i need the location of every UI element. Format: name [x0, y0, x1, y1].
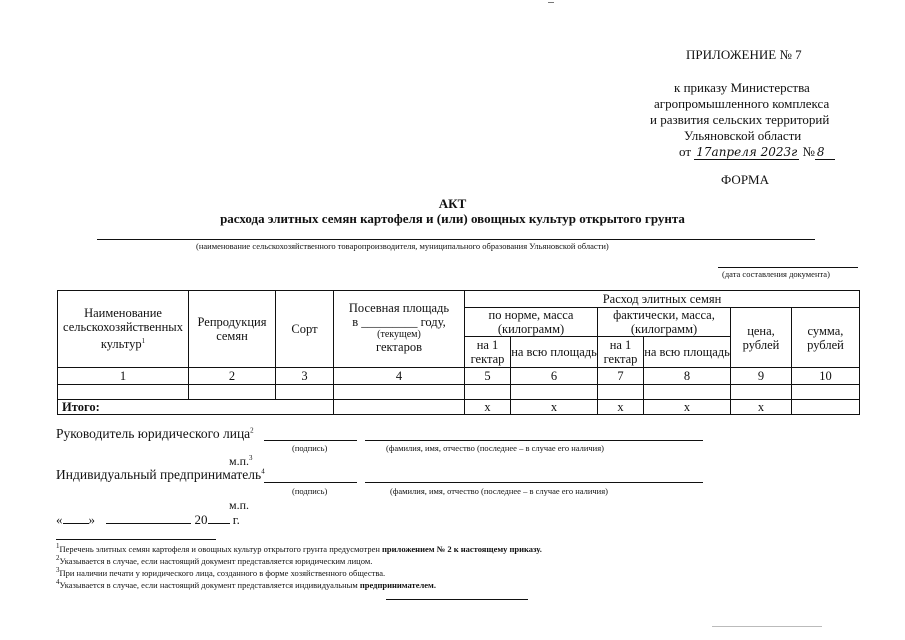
footnote-1-bold: приложением № 2 к настоящему приказу.	[382, 543, 542, 554]
col-fact-per-ha: на 1 гектар	[598, 337, 644, 368]
data-cell[interactable]	[189, 385, 276, 400]
ip-sign-caption: (подпись)	[292, 486, 328, 496]
order-number-handwritten: 8	[815, 145, 835, 160]
footnote-3	[56, 566, 385, 578]
total-label: Итого:	[58, 400, 334, 415]
col-price: цена, рублей	[731, 308, 792, 368]
col-sum: сумма, рублей	[792, 308, 860, 368]
footnote-separator	[56, 539, 216, 540]
head-of-entity-label	[56, 426, 254, 442]
order-line-1: к приказу Министерства	[674, 80, 810, 95]
col-area-unit: гектаров	[376, 340, 422, 354]
act-title: АКТ	[438, 196, 467, 211]
ip-fio-line[interactable]	[365, 482, 703, 483]
total-mark: x	[644, 400, 731, 415]
footnote-4-num: 4	[56, 578, 60, 586]
num-cell: 6	[511, 368, 598, 385]
col-crop-sup: 1	[141, 337, 146, 346]
col-area	[334, 291, 465, 368]
col-area-current: (текущем)	[377, 329, 421, 340]
col-actual: фактически, масса, (килограмм)	[598, 308, 731, 337]
head-fio-line[interactable]	[365, 440, 703, 441]
total-area[interactable]	[334, 400, 465, 415]
quote-open: «	[56, 512, 63, 527]
num-cell: 1	[58, 368, 189, 385]
total-mark: x	[465, 400, 511, 415]
footnote-1	[56, 542, 542, 554]
entrepreneur-label	[56, 467, 265, 483]
scan-speck	[548, 2, 554, 3]
footnote-3-num: 3	[56, 566, 60, 574]
col-variety: Сорт	[276, 291, 334, 368]
quote-close: »	[88, 512, 95, 527]
data-cell[interactable]	[58, 385, 189, 400]
head-label-text: Руководитель юридического лица	[56, 426, 251, 441]
data-cell[interactable]	[276, 385, 334, 400]
num-cell: 10	[792, 368, 860, 385]
col-reproduction: Репродукция семян	[189, 291, 276, 368]
form-label: ФОРМА	[721, 172, 769, 187]
date-caption: (дата составления документа)	[722, 269, 830, 279]
order-line-4: Ульяновской области	[684, 128, 802, 143]
head-sign-caption: (подпись)	[292, 443, 328, 453]
total-mark: x	[511, 400, 598, 415]
producer-caption: (наименование сельскохозяйственного товаропроизводителя, муниципального образования Ульяновской области)	[196, 241, 609, 251]
year-prefix: 20	[194, 512, 208, 527]
col-fact-whole: на всю площадь	[644, 337, 731, 368]
col-norm-whole: на всю площадь	[511, 337, 598, 368]
data-cell[interactable]	[598, 385, 644, 400]
order-date-handwritten: 17апреля 2023г	[696, 145, 798, 159]
footnote-1-num: 1	[56, 542, 60, 550]
seed-table	[57, 290, 860, 415]
scan-speck	[712, 626, 822, 627]
col-norm-per-ha: на 1 гектар	[465, 337, 511, 368]
footnote-4-text: Указывается в случае, если настоящий документ представляется индивидуальным	[59, 579, 360, 590]
act-subtitle: расхода элитных семян картофеля и (или) овощных культур открытого грунта	[220, 211, 685, 226]
order-line-2: агропромышленного комплекса	[654, 96, 830, 111]
data-cell[interactable]	[465, 385, 511, 400]
ip-label-text: Индивидуальный предприниматель	[56, 467, 262, 482]
num-cell: 9	[731, 368, 792, 385]
total-mark: x	[731, 400, 792, 415]
head-sup: 2	[250, 426, 254, 435]
num-cell: 4	[334, 368, 465, 385]
closing-line	[386, 599, 528, 600]
col-crop-name-text: Наименование сельскохозяйственных культур	[63, 306, 183, 352]
col-group-expense: Расход элитных семян	[465, 291, 860, 308]
footnote-1-text: Перечень элитных семян картофеля и овощных культур открытого грунта предусмотрен	[59, 543, 383, 554]
total-sum[interactable]	[792, 400, 860, 415]
order-number-prefix: №	[802, 144, 815, 159]
col-area-year: в _________ году,	[352, 315, 446, 329]
ip-sup: 4	[261, 467, 265, 476]
data-cell[interactable]	[334, 385, 465, 400]
appendix-number: ПРИЛОЖЕНИЕ № 7	[686, 47, 802, 62]
year-suffix: г.	[232, 512, 240, 527]
data-cell[interactable]	[511, 385, 598, 400]
ip-fio-caption: (фамилия, имя, отчество (последнее – в случае его наличия)	[390, 486, 608, 496]
footnote-2-num: 2	[56, 554, 60, 562]
month-field[interactable]	[106, 523, 191, 524]
order-date-row	[679, 144, 835, 160]
head-mp-sup: 3	[249, 454, 253, 462]
num-cell: 8	[644, 368, 731, 385]
data-cell[interactable]	[792, 385, 860, 400]
producer-line	[97, 239, 815, 240]
order-date-prefix: от	[679, 144, 692, 159]
head-signature-line[interactable]	[264, 440, 357, 441]
year-field[interactable]	[208, 523, 230, 524]
col-by-norm: по норме, масса (килограмм)	[465, 308, 598, 337]
num-cell: 3	[276, 368, 334, 385]
total-mark: x	[598, 400, 644, 415]
num-cell: 5	[465, 368, 511, 385]
order-line-3: и развития сельских территорий	[650, 112, 830, 127]
footnote-2-text: Указывается в случае, если настоящий документ представляется юридическим лицом.	[59, 555, 373, 566]
footnote-2	[56, 554, 372, 566]
num-cell: 2	[189, 368, 276, 385]
footnote-4-bold: предпринимателем.	[359, 579, 436, 590]
data-cell[interactable]	[731, 385, 792, 400]
ip-signature-line[interactable]	[264, 482, 357, 483]
data-cell[interactable]	[644, 385, 731, 400]
head-mp-text: м.п.	[229, 454, 250, 468]
footnote-4	[56, 578, 436, 590]
day-field[interactable]	[63, 523, 89, 524]
num-cell: 7	[598, 368, 644, 385]
col-area-title: Посевная площадь	[348, 301, 450, 315]
signature-date-row	[56, 512, 240, 528]
ip-stamp-place: м.п.	[229, 498, 250, 512]
date-line	[718, 267, 858, 268]
col-crop-name	[58, 291, 189, 368]
head-fio-caption: (фамилия, имя, отчество (последнее – в случае его наличия)	[386, 443, 604, 453]
footnote-3-text: При наличии печати у юридического лица, созданного в форме хозяйственного общества.	[59, 567, 386, 578]
